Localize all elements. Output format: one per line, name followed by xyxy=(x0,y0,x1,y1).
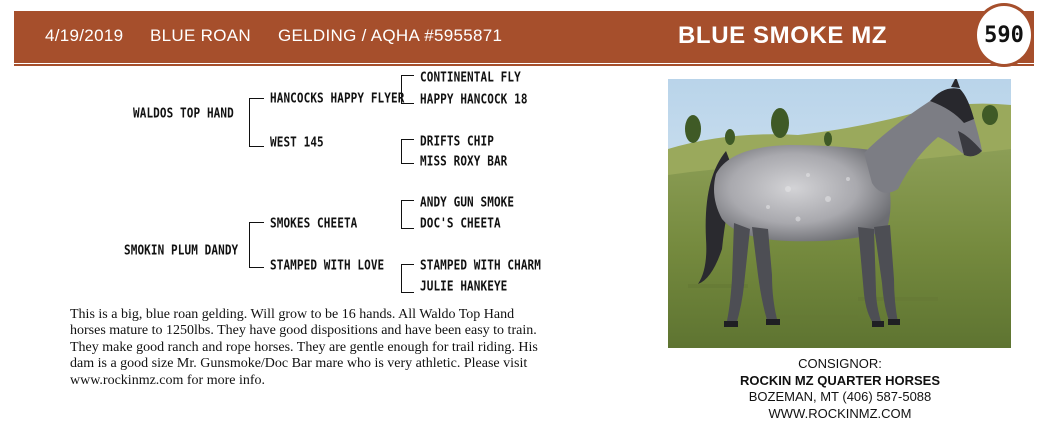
pedigree-dam: SMOKIN PLUM DANDY xyxy=(124,242,239,259)
bracket-dam-sire xyxy=(401,200,414,229)
bracket-dam xyxy=(249,222,264,268)
horse-photo xyxy=(668,79,1011,348)
pedigree-sire-dam: WEST 145 xyxy=(270,134,324,151)
pedigree-dam-dam-dam: JULIE HANKEYE xyxy=(420,278,508,295)
consignor-location: BOZEMAN, MT (406) 587-5088 xyxy=(748,389,932,405)
description-line: This is a big, blue roan gelding. Will grow to be 16 hands. All Waldo Top Hand xyxy=(70,307,515,322)
bracket-sire xyxy=(249,98,264,147)
pedigree-sire: WALDOS TOP HAND xyxy=(133,105,234,122)
pedigree-dam-sire: SMOKES CHEETA xyxy=(270,215,358,232)
description-line: dam is a good size Mr. Gunsmoke/Doc Bar mare who is very athletic. Please visit xyxy=(70,356,528,372)
consignor-name: ROCKIN MZ QUARTER HORSES xyxy=(739,372,941,388)
horse-color: BLUE ROAN xyxy=(150,26,251,45)
pedigree-sire-dam-dam: MISS ROXY BAR xyxy=(420,153,508,170)
pedigree-dam-sire-dam: DOC'S CHEETA xyxy=(420,215,501,232)
pedigree-dam-dam-sire: STAMPED WITH CHARM xyxy=(420,257,542,274)
pedigree-sire-sire-sire: CONTINENTAL FLY xyxy=(420,69,521,86)
consignor-website: WWW.ROCKINMZ.COM xyxy=(768,405,912,421)
description-line: horses mature to 1250lbs. They have good dispositions and have been easy to train. xyxy=(70,323,537,339)
pedigree-dam-sire-sire: ANDY GUN SMOKE xyxy=(420,194,515,211)
bracket-sire-sire xyxy=(401,75,414,104)
pedigree-sire-sire-dam: HAPPY HANCOCK 18 xyxy=(420,91,528,108)
pedigree-sire-dam-sire: DRIFTS CHIP xyxy=(420,133,494,150)
bracket-sire-dam xyxy=(401,139,414,164)
sale-date: 4/19/2019 xyxy=(45,26,124,45)
consignor-block xyxy=(700,356,980,422)
lot-badge xyxy=(974,3,1034,67)
horse-name: BLUE SMOKE MZ xyxy=(678,22,888,49)
sex-registry: GELDING / AQHA #5955871 xyxy=(278,26,503,45)
lot-number: 590 xyxy=(984,23,1024,48)
consignor-label: CONSIGNOR: xyxy=(798,356,882,371)
pedigree-sire-sire: HANCOCKS HAPPY FLYER xyxy=(270,90,405,107)
horse-photo-illustration xyxy=(668,79,1011,348)
pedigree-chart xyxy=(0,0,650,300)
description-line: www.rockinmz.com for more info. xyxy=(70,372,266,388)
description-line: They make good ranch and rope horses. They are gentle enough for trail riding. His xyxy=(70,339,538,355)
pedigree-dam-dam: STAMPED WITH LOVE xyxy=(270,257,385,274)
bracket-dam-dam xyxy=(401,264,414,293)
horse-description xyxy=(70,307,650,389)
